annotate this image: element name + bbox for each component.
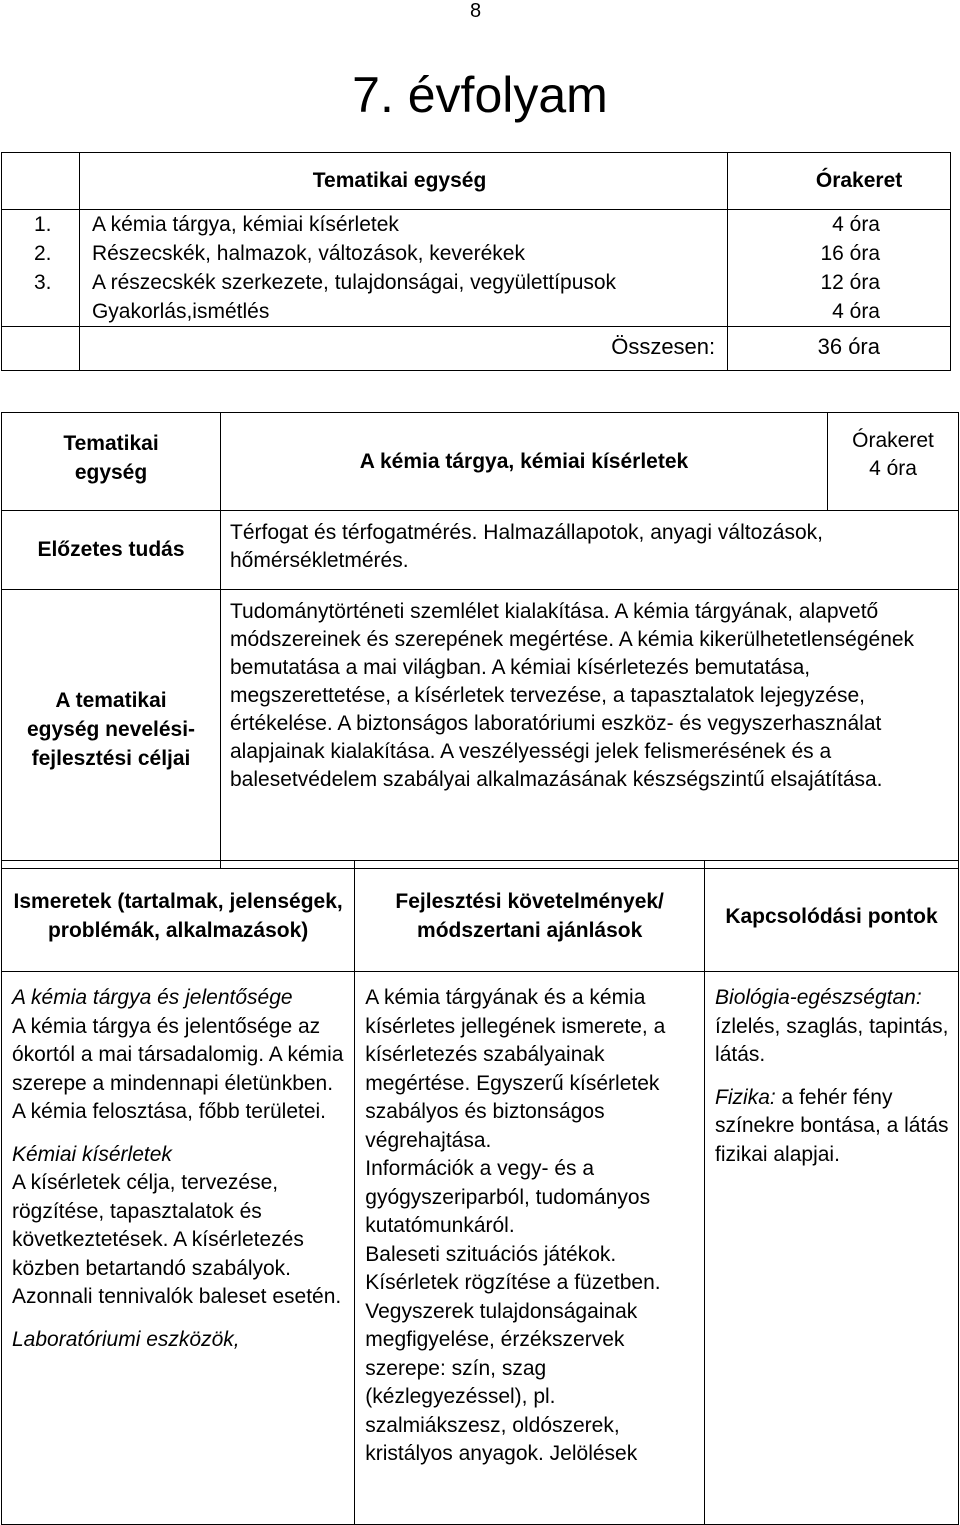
connections-cell — [705, 972, 959, 1525]
summary-row — [2, 297, 951, 327]
requirements-text: Kísérletek rögzítése a füzetben. — [365, 1271, 661, 1294]
summary-header-row — [2, 153, 951, 210]
content-body-row — [2, 972, 959, 1525]
summary-row-num — [2, 297, 80, 327]
summary-row-num: 1. — [2, 210, 80, 240]
summary-row-hours: 16 óra — [728, 239, 951, 268]
unit-hours: Órakeret 4 óra — [828, 413, 959, 511]
summary-total-label: Összesen: — [79, 327, 727, 371]
connection-physics: Fizika: a fehér fény színekre bontása, a látás fizikai alapjai. — [715, 1085, 949, 1166]
knowledge-cell — [2, 972, 355, 1525]
summary-total-hours: 36 óra — [728, 327, 951, 371]
summary-row-name: A kémia tárgya, kémiai kísérletek — [79, 210, 727, 240]
content-header-row — [2, 861, 959, 972]
unit-table — [1, 412, 959, 869]
summary-row — [2, 210, 951, 240]
summary-total-row — [2, 327, 951, 371]
summary-row-hours: 12 óra — [728, 268, 951, 297]
requirements-cell — [355, 972, 705, 1525]
knowledge-text: A kémia tárgya és jelentősége az ókortól a mai társadalomig. A kémia szerepe a mindennapi életünkben. A kémia felosztása, főbb területei. — [12, 1014, 344, 1123]
unit-name: A kémia tárgya, kémiai kísérletek — [221, 413, 828, 511]
content-header-connections: Kapcsolódási pontok — [705, 861, 959, 972]
summary-row-name: Gyakorlás,ismétlés — [79, 297, 727, 327]
page-title: 7. évfolyam — [352, 67, 608, 123]
knowledge-heading: A kémia tárgya és jelentősége — [12, 986, 293, 1009]
content-table — [1, 860, 959, 1525]
goals-text: Tudománytörténeti szemlélet kialakítása. A kémia tárgyának, alapvető módszereinek és szerepének megértése. A kémia kikerülhetetlenségének bemutatása a mai világban. A kémiai kísérletezés bemutatása, megszerettetése, a kísérletek tervezése, a tapasztalatok lejegyzése, értékelése. A biztonságos laboratóriumi eszköz- és vegyszerhasználat alapjainak kialakítása. A veszélyességi jelek felismerésének és a balesetvédelem szabályai alkalmazásának készségszintű elsajátítása. — [221, 590, 959, 869]
goals-row — [2, 590, 959, 869]
prior-knowledge-label: Előzetes tudás — [2, 511, 221, 590]
summary-header-hours: Órakeret — [728, 153, 951, 210]
knowledge-text: A kísérletek célja, tervezése, rögzítése, tapasztalatok és következtetések. A kísérletezés közben betartandó szabályok. Azonnali tennivalók baleset esetén. — [12, 1171, 342, 1308]
summary-row — [2, 268, 951, 297]
requirements-text: Információk a vegy- és a gyógyszeriparból, tudományos kutatómunkáról. — [365, 1157, 651, 1237]
summary-header-unit: Tematikai egység — [79, 153, 727, 210]
prior-knowledge-row — [2, 511, 959, 590]
goals-label: A tematikai egység nevelési- fejlesztési céljai — [2, 590, 221, 869]
summary-row-num: 2. — [2, 239, 80, 268]
summary-table — [1, 152, 951, 371]
content-header-knowledge: Ismeretek (tartalmak, jelenségek, problémák, alkalmazások) — [2, 861, 355, 972]
requirements-text: Vegyszerek tulajdonságainak megfigyelése, érzékszervek szerepe: szín, szag (kézlegyezéssel), pl. szalmiákszesz, oldószerek, kristályos anyagok. Jelölések — [365, 1299, 638, 1465]
unit-header-row — [2, 413, 959, 511]
summary-row-hours: 4 óra — [728, 210, 951, 240]
prior-knowledge-text: Térfogat és térfogatmérés. Halmazállapotok, anyagi változások, hőmérsékletmérés. — [221, 511, 959, 590]
unit-label: Tematikai egység — [2, 413, 221, 511]
knowledge-heading: Kémiai kísérletek — [12, 1142, 172, 1166]
summary-row-num: 3. — [2, 268, 80, 297]
summary-row-name: A részecskék szerkezete, tulajdonságai, vegyülettípusok — [79, 268, 727, 297]
summary-row — [2, 239, 951, 268]
summary-row-hours: 4 óra — [728, 297, 951, 327]
requirements-text: Baleseti szituációs játékok. — [365, 1242, 617, 1266]
requirements-text: A kémia tárgyának és a kémia kísérletes jellegének ismerete, a kísérletezés szabályainak megértése. Egyszerű kísérletek szabályos és biztonságos végrehajtása. — [365, 986, 666, 1152]
connection-biology: Biológia-egészségtan: ízlelés, szaglás, tapintás, látás. — [715, 986, 949, 1066]
summary-row-name: Részecskék, halmazok, változások, keverékek — [79, 239, 727, 268]
knowledge-heading: Laboratóriumi eszközök, — [12, 1327, 240, 1351]
page-number: 8 — [470, 0, 482, 22]
content-header-requirements: Fejlesztési követelmények/ módszertani ajánlások — [355, 861, 705, 972]
